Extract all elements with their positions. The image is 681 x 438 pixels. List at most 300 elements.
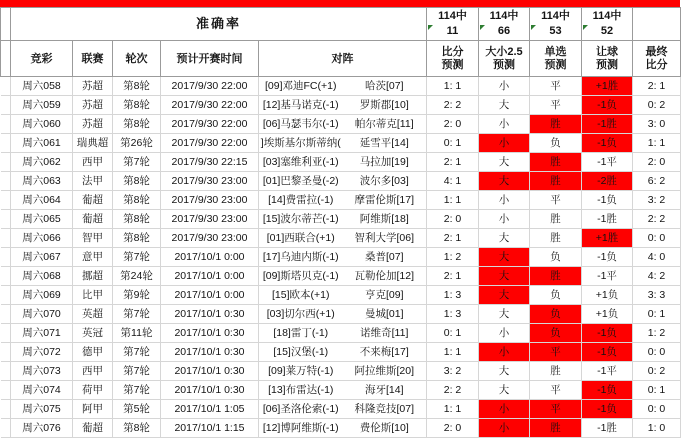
cell-match-id[interactable]: 周六059 [11, 96, 73, 115]
cell-score-pred[interactable]: 1: 1 [427, 400, 479, 419]
col-header-handicap: 让球 预测 [582, 41, 633, 77]
cell-final-score[interactable]: 3: 0 [633, 115, 681, 134]
cell-handicap-pred[interactable]: +1胜 [582, 77, 633, 96]
cell-time[interactable]: 2017/10/1 0:30 [161, 305, 259, 324]
cell-round[interactable]: 第7轮 [113, 305, 161, 324]
away-team: 桑普[07] [364, 251, 404, 263]
stat-hit: 52 [600, 25, 614, 37]
home-team: [14]费雷拉(-1) [268, 194, 334, 206]
cell-round[interactable]: 第9轮 [113, 286, 161, 305]
cell-time[interactable]: 2017/9/30 23:00 [161, 229, 259, 248]
cell-league[interactable]: 西甲 [73, 153, 113, 172]
top-red-bar [0, 0, 680, 7]
cell-handicap-pred[interactable]: -1平 [582, 153, 633, 172]
cell-matchup[interactable] [259, 210, 427, 229]
table-row [1, 229, 681, 248]
cell-match-id[interactable]: 周六074 [11, 381, 73, 400]
stat-total: 114中 [541, 10, 570, 22]
home-team: [17]乌迪内斯(-1) [262, 251, 339, 263]
cell-single-pick-pred[interactable]: 胜 [530, 153, 582, 172]
cell-match-id[interactable]: 周六065 [11, 210, 73, 229]
cell-matchup[interactable] [259, 400, 427, 419]
cell-matchup[interactable] [259, 381, 427, 400]
cell-matchup[interactable] [259, 362, 427, 381]
comment-marker-icon [428, 25, 433, 30]
cell-league[interactable]: 法甲 [73, 172, 113, 191]
cell-league[interactable]: 挪超 [73, 267, 113, 286]
cell-handicap-pred[interactable]: +1负 [582, 286, 633, 305]
cell-score-pred[interactable]: 2: 1 [427, 153, 479, 172]
cell-over-under-pred[interactable]: 大 [479, 286, 530, 305]
cell-matchup[interactable] [259, 191, 427, 210]
home-team: [15]汉堡(-1) [273, 346, 329, 358]
cell-score-pred[interactable]: 1: 1 [427, 77, 479, 96]
cell-matchup[interactable] [259, 324, 427, 343]
away-team: 马拉加[19] [359, 156, 409, 168]
cell-single-pick-pred[interactable]: 负 [530, 248, 582, 267]
cell-over-under-pred[interactable]: 大 [479, 267, 530, 286]
row-header-cell [1, 153, 11, 172]
cell-score-pred[interactable]: 1: 2 [427, 248, 479, 267]
cell-league[interactable]: 英冠 [73, 324, 113, 343]
cell-single-pick-pred[interactable]: 胜 [530, 362, 582, 381]
row-header-cell [1, 381, 11, 400]
stat-score-pred [427, 8, 479, 41]
cell-matchup[interactable] [259, 229, 427, 248]
cell-match-id[interactable]: 周六060 [11, 115, 73, 134]
cell-match-id[interactable]: 周六058 [11, 77, 73, 96]
comment-marker-icon [531, 25, 536, 30]
cell-league[interactable]: 比甲 [73, 286, 113, 305]
cell-handicap-pred[interactable]: -1负 [582, 381, 633, 400]
stat-hit: 53 [549, 25, 562, 37]
cell-over-under-pred[interactable]: 小 [479, 115, 530, 134]
row-header-corner [1, 41, 11, 77]
row-header-cell [1, 96, 11, 115]
cell-handicap-pred[interactable]: -1胜 [582, 419, 633, 438]
cell-final-score[interactable]: 6: 2 [633, 172, 681, 191]
table-row [1, 419, 681, 438]
cell-match-id[interactable]: 周六062 [11, 153, 73, 172]
col-header-single-pick: 单选 预测 [530, 41, 582, 77]
cell-final-score[interactable]: 3: 3 [633, 286, 681, 305]
stat-total: 114中 [489, 10, 519, 22]
cell-score-pred[interactable]: 0: 1 [427, 134, 479, 153]
table-row [1, 153, 681, 172]
cell-time[interactable]: 2017/10/1 0:30 [161, 362, 259, 381]
away-team: 延雪平[14] [359, 137, 409, 149]
cell-handicap-pred[interactable]: -2胜 [582, 172, 633, 191]
comment-marker-icon [480, 25, 485, 30]
cell-time[interactable]: 2017/10/1 0:00 [161, 248, 259, 267]
away-team: 帕尔蒂克[11] [354, 118, 414, 130]
cell-score-pred[interactable]: 2: 1 [427, 267, 479, 286]
cell-handicap-pred[interactable]: -1负 [582, 134, 633, 153]
cell-round[interactable]: 第7轮 [113, 362, 161, 381]
cell-final-score[interactable]: 0: 1 [633, 381, 681, 400]
away-team: 哈茨[07] [364, 80, 404, 92]
cell-league[interactable]: 英超 [73, 305, 113, 324]
home-team: [09]邓迪FC(+1) [265, 80, 337, 92]
cell-handicap-pred[interactable]: -1平 [582, 267, 633, 286]
cell-matchup[interactable] [259, 248, 427, 267]
cell-score-pred[interactable]: 2: 1 [427, 229, 479, 248]
cell-match-id[interactable]: 周六075 [11, 400, 73, 419]
home-team: [06]马瑟韦尔(-1) [262, 118, 339, 130]
cell-score-pred[interactable]: 2: 0 [427, 210, 479, 229]
cell-time[interactable]: 2017/9/30 23:00 [161, 191, 259, 210]
cell-over-under-pred[interactable]: 小 [479, 191, 530, 210]
away-team: 阿维斯[18] [359, 213, 409, 225]
cell-matchup[interactable] [259, 343, 427, 362]
cell-handicap-pred[interactable]: -1负 [582, 324, 633, 343]
cell-time[interactable]: 2017/10/1 0:30 [161, 324, 259, 343]
cell-match-id[interactable]: 周六061 [11, 134, 73, 153]
row-header-cell [1, 324, 11, 343]
cell-final-score[interactable]: 3: 2 [633, 191, 681, 210]
cell-over-under-pred[interactable]: 小 [479, 400, 530, 419]
cell-single-pick-pred[interactable]: 胜 [530, 419, 582, 438]
cell-handicap-pred[interactable]: -1负 [582, 191, 633, 210]
cell-single-pick-pred[interactable]: 胜 [530, 115, 582, 134]
cell-matchup[interactable] [259, 305, 427, 324]
cell-match-id[interactable]: 周六067 [11, 248, 73, 267]
home-team: [01]巴黎圣曼(-2) [262, 175, 339, 187]
cell-round[interactable]: 第8轮 [113, 172, 161, 191]
cell-final-score[interactable]: 0: 1 [633, 305, 681, 324]
table-row [1, 381, 681, 400]
stat-hit: 11 [446, 25, 459, 37]
cell-handicap-pred[interactable]: -1胜 [582, 115, 633, 134]
cell-round[interactable]: 第8轮 [113, 77, 161, 96]
cell-round[interactable]: 第8轮 [113, 229, 161, 248]
cell-final-score[interactable]: 0: 0 [633, 400, 681, 419]
col-header-over-under: 大小2.5 预测 [479, 41, 530, 77]
cell-over-under-pred[interactable]: 大 [479, 362, 530, 381]
home-team: [12]博阿维斯(-1) [262, 422, 339, 434]
cell-final-score[interactable]: 0: 2 [633, 362, 681, 381]
cell-time[interactable]: 2017/10/1 1:05 [161, 400, 259, 419]
cell-final-score[interactable]: 1: 1 [633, 134, 681, 153]
cell-over-under-pred[interactable]: 大 [479, 96, 530, 115]
row-header-cell [1, 419, 11, 438]
cell-over-under-pred[interactable]: 小 [479, 419, 530, 438]
cell-over-under-pred[interactable]: 大 [479, 248, 530, 267]
home-team: [15]波尔蒂芒(-1) [262, 213, 339, 225]
col-header-time: 预计开赛时间 [161, 41, 259, 77]
table-row [1, 343, 681, 362]
away-team: 亨克[09] [364, 289, 404, 301]
col-header-final-score: 最终 比分 [633, 41, 681, 77]
cell-score-pred[interactable]: 1: 1 [427, 343, 479, 362]
cell-score-pred[interactable]: 1: 1 [427, 191, 479, 210]
comment-marker-icon [583, 25, 588, 30]
table-row [1, 172, 681, 191]
table-row [1, 134, 681, 153]
cell-single-pick-pred[interactable]: 负 [530, 324, 582, 343]
cell-match-id[interactable]: 周六070 [11, 305, 73, 324]
cell-over-under-pred[interactable]: 小 [479, 324, 530, 343]
away-team: 智利大学[06] [354, 232, 414, 244]
cell-matchup[interactable] [259, 286, 427, 305]
cell-league[interactable]: 荷甲 [73, 381, 113, 400]
cell-over-under-pred[interactable]: 大 [479, 229, 530, 248]
cell-round[interactable]: 第8轮 [113, 96, 161, 115]
cell-time[interactable]: 2017/9/30 22:00 [161, 77, 259, 96]
cell-single-pick-pred[interactable]: 平 [530, 191, 582, 210]
cell-final-score[interactable]: 2: 2 [633, 210, 681, 229]
cell-single-pick-pred[interactable]: 胜 [530, 210, 582, 229]
cell-over-under-pred[interactable]: 小 [479, 77, 530, 96]
cell-single-pick-pred[interactable]: 平 [530, 77, 582, 96]
col-header-league: 联赛 [73, 41, 113, 77]
cell-round[interactable]: 第26轮 [113, 134, 161, 153]
cell-time[interactable]: 2017/9/30 22:00 [161, 115, 259, 134]
row-header-cell [1, 172, 11, 191]
cell-league[interactable]: 西甲 [73, 362, 113, 381]
stat-hit: 66 [497, 25, 511, 37]
cell-single-pick-pred[interactable]: 负 [530, 286, 582, 305]
cell-single-pick-pred[interactable]: 负 [530, 305, 582, 324]
row-header-cell [1, 400, 11, 419]
cell-time[interactable]: 2017/10/1 0:30 [161, 343, 259, 362]
cell-time[interactable]: 2017/9/30 22:00 [161, 96, 259, 115]
home-team: [01]西联合(+1) [266, 232, 335, 244]
cell-single-pick-pred[interactable]: 平 [530, 343, 582, 362]
table-row [1, 324, 681, 343]
cell-match-id[interactable]: 周六063 [11, 172, 73, 191]
cell-league[interactable]: 阿甲 [73, 400, 113, 419]
stat-total: 114中 [438, 10, 467, 22]
cell-time[interactable]: 2017/10/1 1:15 [161, 419, 259, 438]
away-team: 阿拉维斯[20] [354, 365, 414, 377]
cell-round[interactable]: 第8轮 [113, 419, 161, 438]
cell-single-pick-pred[interactable]: 平 [530, 96, 582, 115]
table-row [1, 267, 681, 286]
cell-over-under-pred[interactable]: 小 [479, 343, 530, 362]
cell-over-under-pred[interactable]: 小 [479, 210, 530, 229]
cell-league[interactable]: 葡超 [73, 191, 113, 210]
cell-match-id[interactable]: 周六069 [11, 286, 73, 305]
cell-match-id[interactable]: 周六072 [11, 343, 73, 362]
cell-time[interactable]: 2017/10/1 0:00 [161, 286, 259, 305]
cell-handicap-pred[interactable]: -1负 [582, 96, 633, 115]
cell-match-id[interactable]: 周六066 [11, 229, 73, 248]
cell-matchup[interactable] [259, 153, 427, 172]
home-team: [06]圣洛伦索(-1) [262, 403, 339, 415]
row-header-cell [1, 115, 11, 134]
cell-league[interactable]: 苏超 [73, 77, 113, 96]
cell-over-under-pred[interactable]: 大 [479, 153, 530, 172]
stat-over-under [479, 8, 530, 41]
away-team: 罗斯郡[10] [359, 99, 409, 111]
home-team: [09]斯塔贝克(-1) [262, 270, 339, 282]
cell-over-under-pred[interactable]: 大 [479, 172, 530, 191]
home-team: ]埃斯基尔斯蒂纳( [260, 137, 341, 149]
cell-round[interactable]: 第7轮 [113, 153, 161, 172]
cell-final-score[interactable]: 2: 1 [633, 77, 681, 96]
cell-single-pick-pred[interactable]: 负 [530, 134, 582, 153]
cell-handicap-pred[interactable]: -1负 [582, 343, 633, 362]
cell-round[interactable]: 第5轮 [113, 400, 161, 419]
away-team: 曼城[01] [364, 308, 404, 320]
stat-single-pick [530, 8, 582, 41]
cell-matchup[interactable] [259, 172, 427, 191]
table-row [1, 248, 681, 267]
cell-round[interactable]: 第24轮 [113, 267, 161, 286]
prediction-table [0, 7, 681, 438]
home-team: [03]切尔西(+1) [266, 308, 335, 320]
row-header-cell [1, 229, 11, 248]
cell-match-id[interactable]: 周六064 [11, 191, 73, 210]
cell-handicap-pred[interactable]: +1胜 [582, 229, 633, 248]
table-row [1, 286, 681, 305]
cell-round[interactable]: 第7轮 [113, 248, 161, 267]
column-header-row [1, 41, 681, 77]
table-row [1, 191, 681, 210]
row-header-cell [1, 267, 11, 286]
cell-final-score[interactable]: 1: 0 [633, 419, 681, 438]
cell-over-under-pred[interactable]: 大 [479, 381, 530, 400]
band-empty-cell [633, 8, 681, 41]
cell-time[interactable]: 2017/9/30 22:00 [161, 134, 259, 153]
accuracy-title: 准确率 [11, 8, 427, 41]
cell-single-pick-pred[interactable]: 胜 [530, 267, 582, 286]
cell-matchup[interactable] [259, 77, 427, 96]
cell-score-pred[interactable]: 2: 0 [427, 115, 479, 134]
home-team: [18]雷丁(-1) [273, 327, 329, 339]
cell-league[interactable]: 德甲 [73, 343, 113, 362]
cell-final-score[interactable]: 0: 0 [633, 229, 681, 248]
cell-score-pred[interactable]: 2: 2 [427, 96, 479, 115]
cell-matchup[interactable] [259, 134, 427, 153]
cell-final-score[interactable]: 4: 2 [633, 267, 681, 286]
row-header-cell [1, 286, 11, 305]
cell-round[interactable]: 第8轮 [113, 210, 161, 229]
cell-round[interactable]: 第7轮 [113, 343, 161, 362]
table-row [1, 77, 681, 96]
cell-match-id[interactable]: 周六068 [11, 267, 73, 286]
table-row [1, 96, 681, 115]
cell-single-pick-pred[interactable]: 平 [530, 381, 582, 400]
home-team: [09]莱万特(-1) [268, 365, 334, 377]
home-team: [13]布雷达(-1) [268, 384, 334, 396]
cell-single-pick-pred[interactable]: 胜 [530, 172, 582, 191]
cell-score-pred[interactable]: 2: 2 [427, 381, 479, 400]
row-header-cell [1, 210, 11, 229]
table-row [1, 400, 681, 419]
cell-matchup[interactable] [259, 96, 427, 115]
cell-matchup[interactable] [259, 267, 427, 286]
row-header-cell [1, 191, 11, 210]
cell-score-pred[interactable]: 0: 1 [427, 324, 479, 343]
cell-handicap-pred[interactable]: -1平 [582, 362, 633, 381]
table-row [1, 305, 681, 324]
accuracy-band-row [1, 8, 681, 41]
cell-score-pred[interactable]: 2: 0 [427, 419, 479, 438]
cell-league[interactable]: 意甲 [73, 248, 113, 267]
away-team: 费伦斯[10] [359, 422, 409, 434]
cell-final-score[interactable]: 1: 2 [633, 324, 681, 343]
table-row [1, 115, 681, 134]
row-header-corner [1, 8, 11, 41]
col-header-match-id: 竞彩 [11, 41, 73, 77]
away-team: 波尔多[03] [359, 175, 409, 187]
stat-handicap [582, 8, 633, 41]
cell-score-pred[interactable]: 4: 1 [427, 172, 479, 191]
cell-matchup[interactable] [259, 419, 427, 438]
cell-league[interactable]: 苏超 [73, 96, 113, 115]
cell-time[interactable]: 2017/10/1 0:00 [161, 267, 259, 286]
row-header-cell [1, 362, 11, 381]
cell-handicap-pred[interactable]: +1负 [582, 305, 633, 324]
table-row [1, 210, 681, 229]
cell-final-score[interactable]: 0: 0 [633, 343, 681, 362]
cell-time[interactable]: 2017/10/1 0:30 [161, 381, 259, 400]
cell-round[interactable]: 第8轮 [113, 191, 161, 210]
cell-score-pred[interactable]: 1: 3 [427, 305, 479, 324]
cell-final-score[interactable]: 2: 0 [633, 153, 681, 172]
row-header-cell [1, 77, 11, 96]
cell-over-under-pred[interactable]: 小 [479, 134, 530, 153]
cell-score-pred[interactable]: 1: 3 [427, 286, 479, 305]
row-header-cell [1, 343, 11, 362]
cell-league[interactable]: 智甲 [73, 229, 113, 248]
cell-round[interactable]: 第8轮 [113, 115, 161, 134]
cell-handicap-pred[interactable]: -1负 [582, 248, 633, 267]
cell-match-id[interactable]: 周六076 [11, 419, 73, 438]
col-header-matchup: 对阵 [259, 41, 427, 77]
home-team: [15]欧本(+1) [272, 289, 330, 301]
cell-time[interactable]: 2017/9/30 23:00 [161, 172, 259, 191]
table-row [1, 362, 681, 381]
away-team: 海牙[14] [364, 384, 404, 396]
cell-round[interactable]: 第7轮 [113, 381, 161, 400]
cell-handicap-pred[interactable]: -1胜 [582, 210, 633, 229]
cell-over-under-pred[interactable]: 大 [479, 305, 530, 324]
away-team: 摩雷伦斯[17] [354, 194, 414, 206]
col-header-score-pred: 比分 预测 [427, 41, 479, 77]
cell-matchup[interactable] [259, 115, 427, 134]
home-team: [12]基马诺克(-1) [262, 99, 339, 111]
row-header-cell [1, 305, 11, 324]
home-team: [03]塞维利亚(-1) [262, 156, 339, 168]
cell-round[interactable]: 第11轮 [113, 324, 161, 343]
col-header-round: 轮次 [113, 41, 161, 77]
cell-score-pred[interactable]: 3: 2 [427, 362, 479, 381]
cell-time[interactable]: 2017/9/30 22:15 [161, 153, 259, 172]
row-header-cell [1, 134, 11, 153]
away-team: 不来梅[17] [359, 346, 409, 358]
away-team: 瓦勒伦加[12] [354, 270, 414, 282]
cell-single-pick-pred[interactable]: 平 [530, 400, 582, 419]
cell-match-id[interactable]: 周六071 [11, 324, 73, 343]
cell-time[interactable]: 2017/9/30 23:00 [161, 210, 259, 229]
stat-total: 114中 [592, 10, 622, 22]
cell-league[interactable]: 瑞典超 [73, 134, 113, 153]
cell-match-id[interactable]: 周六073 [11, 362, 73, 381]
cell-handicap-pred[interactable]: -1负 [582, 400, 633, 419]
away-team: 诺维奇[11] [360, 327, 409, 339]
cell-final-score[interactable]: 4: 0 [633, 248, 681, 267]
cell-league[interactable]: 葡超 [73, 210, 113, 229]
cell-league[interactable]: 葡超 [73, 419, 113, 438]
cell-final-score[interactable]: 0: 2 [633, 96, 681, 115]
cell-single-pick-pred[interactable]: 胜 [530, 229, 582, 248]
cell-league[interactable]: 苏超 [73, 115, 113, 134]
row-header-cell [1, 248, 11, 267]
away-team: 科隆竞技[07] [354, 403, 414, 415]
